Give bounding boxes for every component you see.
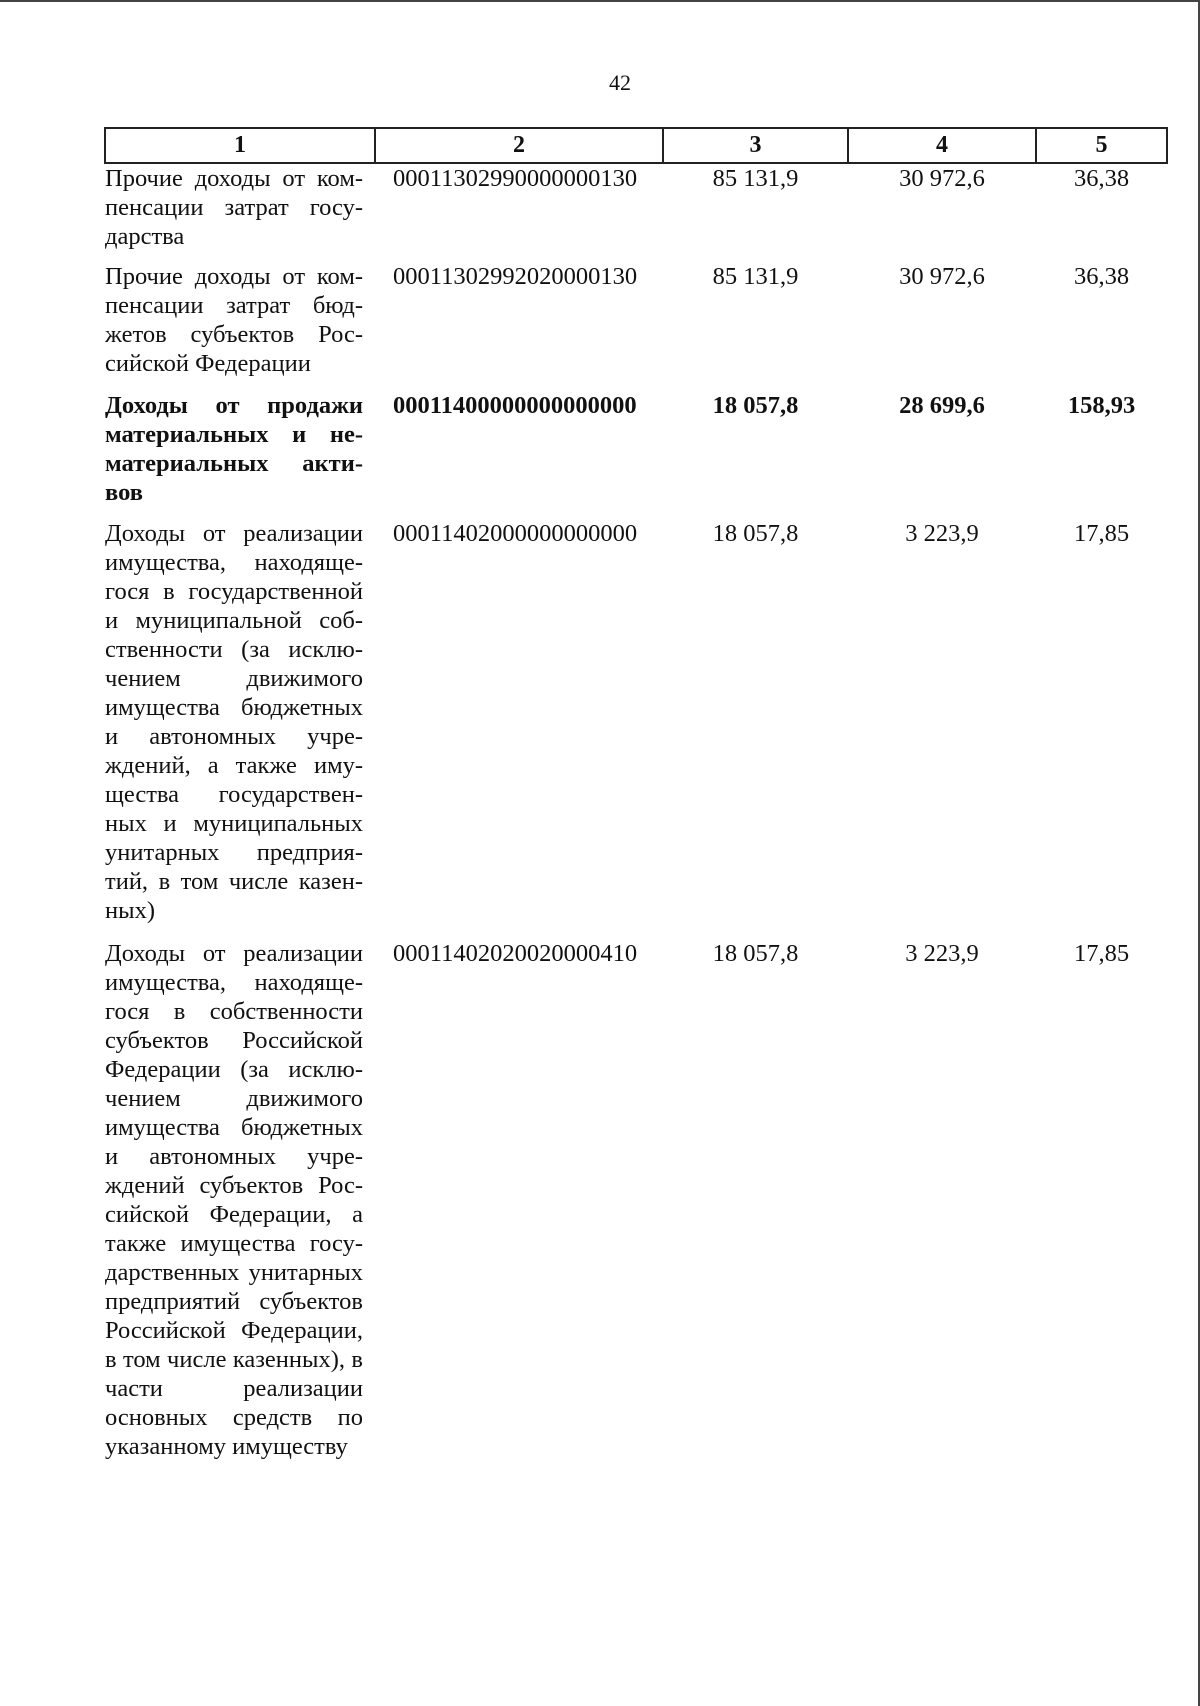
row-col5: 17,85 <box>1073 520 1130 547</box>
column-header-1: 1 <box>105 128 375 163</box>
row-col4: 28 699,6 <box>899 392 985 419</box>
column-header-5: 5 <box>1036 128 1167 163</box>
row-name: Доходы от продажи материальных и нематериальных активов <box>105 392 363 506</box>
page-number: 42 <box>609 70 631 95</box>
row-col3: 18 057,8 <box>712 520 799 547</box>
table-header-row <box>105 128 1167 163</box>
row-code: 00011302992020000130 <box>393 263 638 290</box>
row-col3: 18 057,8 <box>712 392 799 419</box>
table-row <box>105 391 1167 519</box>
row-col4: 30 972,6 <box>899 263 985 290</box>
row-col3: 18 057,8 <box>712 940 799 967</box>
row-name: Доходы от реализации имущества, находящегося в государственной и муниципальной собственности (за исключением движимого имущества бюджетных и автономных учреждений, а также имущества государственных и муниципальных унитарных предприятий, в том числе казенных) <box>105 520 363 924</box>
revenue-table <box>104 127 1168 1461</box>
row-code: 00011400000000000000 <box>393 392 637 419</box>
table-row <box>105 262 1167 391</box>
row-code: 00011402020020000410 <box>393 940 638 967</box>
column-header-2: 2 <box>375 128 663 163</box>
row-col4: 3 223,9 <box>905 940 979 967</box>
column-header-4: 4 <box>848 128 1036 163</box>
table-row <box>105 163 1167 262</box>
table-row <box>105 519 1167 939</box>
row-col3: 85 131,9 <box>712 263 799 290</box>
row-col3: 85 131,9 <box>712 165 799 192</box>
row-name: Доходы от реализации имущества, находящегося в собственности субъектов Российской Федерации (за исключением движимого имущества бюджетных и автономных учреждений субъектов Российской Федерации, а также имущества государственных унитарных предприятий субъектов Российской Федерации, в том числе казенных), в части реализации основных средств по указанному имуществу <box>105 940 363 1460</box>
column-header-3: 3 <box>663 128 848 163</box>
row-name: Прочие доходы от компенсации затрат государства <box>105 165 363 250</box>
row-name: Прочие доходы от компенсации затрат бюджетов субъектов Российской Федерации <box>105 263 363 377</box>
row-col4: 3 223,9 <box>905 520 979 547</box>
scan-edge-top <box>0 0 1200 2</box>
row-col5: 36,38 <box>1073 165 1130 192</box>
row-code: 00011402000000000000 <box>393 520 638 547</box>
row-col5: 36,38 <box>1073 263 1130 290</box>
row-col5: 17,85 <box>1073 940 1130 967</box>
row-code: 00011302990000000130 <box>393 165 638 192</box>
row-col4: 30 972,6 <box>899 165 985 192</box>
row-col5: 158,93 <box>1067 392 1136 419</box>
table-row <box>105 939 1167 1461</box>
